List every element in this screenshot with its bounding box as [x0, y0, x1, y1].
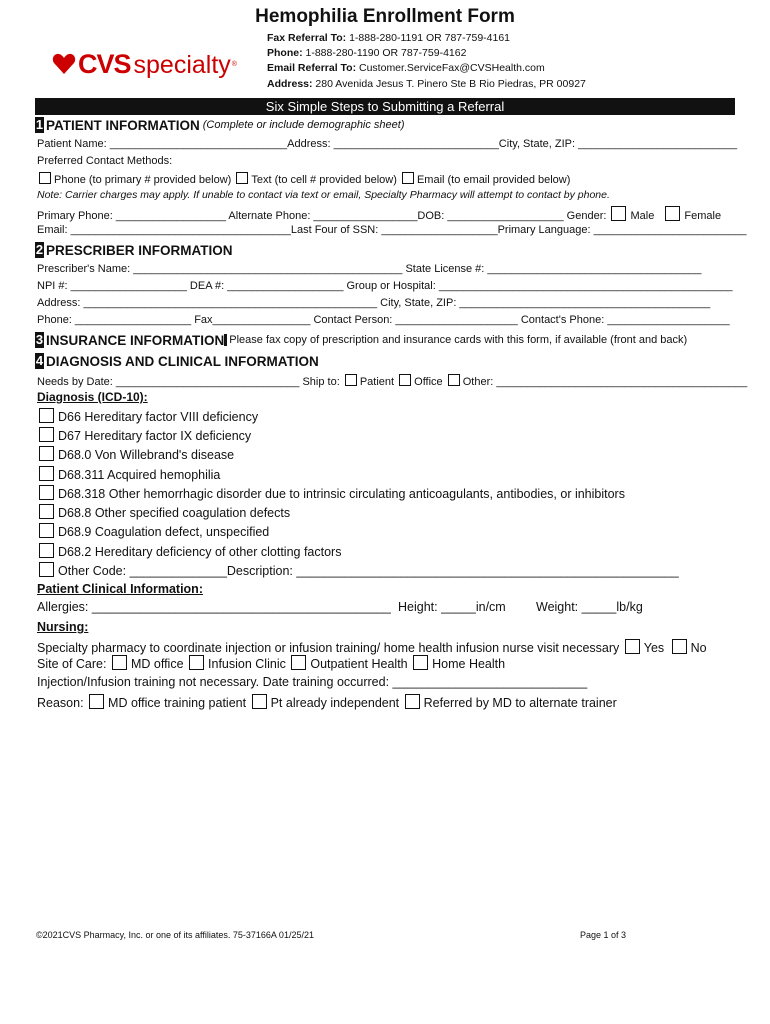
- diagnosis-item[interactable]: D68.0 Von Willebrand's disease: [37, 446, 234, 462]
- phone-checkbox[interactable]: [39, 172, 51, 184]
- npi-dea-line[interactable]: NPI #: ___________________ DEA #: ___________________ Group or Hospital: ________________________________________________: [37, 280, 733, 292]
- diagnosis-item[interactable]: D68.8 Other specified coagulation defects: [37, 504, 290, 520]
- steps-banner: Six Simple Steps to Submitting a Referral: [35, 98, 735, 115]
- ship-other-checkbox[interactable]: [448, 374, 460, 386]
- diagnosis-item[interactable]: D68.9 Coagulation defect, unspecified: [37, 523, 269, 539]
- diagnosis-checkbox[interactable]: [39, 408, 54, 423]
- pt-independent-checkbox[interactable]: [252, 694, 267, 709]
- phone-dob-gender-line: Primary Phone: __________________ Alternate Phone: _________________DOB: ___________________ Gender: Male Female: [37, 206, 721, 222]
- yes-checkbox[interactable]: [625, 639, 640, 654]
- prescriber-address-line[interactable]: Address: ________________________________________________ City, State, ZIP: _________________________________________: [37, 297, 711, 309]
- no-checkbox[interactable]: [672, 639, 687, 654]
- prescriber-phone-line[interactable]: Phone: ___________________ Fax________________ Contact Person: ____________________ Contact's Phone: ____________________: [37, 314, 730, 326]
- preferred-contact-options: Phone (to primary # provided below) Text (to cell # provided below) Email (to email provided below): [37, 172, 570, 186]
- copyright-footer: ©2021CVS Pharmacy, Inc. or one of its affiliates. 75-37166A 01/25/21: [36, 930, 314, 940]
- diagnosis-item[interactable]: D67 Hereditary factor IX deficiency: [37, 427, 251, 443]
- cvs-specialty-logo: [52, 44, 237, 84]
- diagnosis-item[interactable]: D68.2 Hereditary deficiency of other clotting factors: [37, 543, 341, 559]
- diagnosis-checkbox[interactable]: [39, 543, 54, 558]
- phone-line: Phone: 1-888-280-1190 OR 787-759-4162: [267, 47, 467, 59]
- email-referral-line: Email Referral To: Customer.ServiceFax@CVSHealth.com: [267, 62, 545, 74]
- md-training-checkbox[interactable]: [89, 694, 104, 709]
- diagnosis-heading: Diagnosis (ICD-10):: [37, 390, 148, 404]
- heart-icon: [52, 53, 76, 75]
- page-title: Hemophilia Enrollment Form: [255, 6, 515, 27]
- female-checkbox[interactable]: [665, 206, 680, 221]
- diagnosis-checkbox[interactable]: [39, 523, 54, 538]
- patient-name-address-line[interactable]: Patient Name: _____________________________Address: ___________________________City, State, ZIP: __________________________: [37, 138, 738, 150]
- home-health-checkbox[interactable]: [413, 655, 428, 670]
- needs-by-field[interactable]: Needs by Date: ______________________________ Ship to:: [37, 376, 340, 388]
- md-office-checkbox[interactable]: [112, 655, 127, 670]
- section-1-heading: 1 PATIENT INFORMATION (Complete or include demographic sheet): [35, 117, 405, 133]
- other-code-item[interactable]: Other Code: ______________Description: _______________________________________________________: [37, 562, 679, 578]
- infusion-clinic-checkbox[interactable]: [189, 655, 204, 670]
- diagnosis-item[interactable]: D68.311 Acquired hemophilia: [37, 466, 220, 482]
- training-date-field[interactable]: Injection/Infusion training not necessary. Date training occurred: ____________________________: [37, 675, 588, 689]
- logo-trademark: ®: [231, 60, 237, 68]
- fax-referral-line: Fax Referral To: 1-888-280-1191 OR 787-759-4161: [267, 32, 511, 44]
- diagnosis-checkbox[interactable]: [39, 466, 54, 481]
- weight-field[interactable]: Weight: _____lb/kg: [536, 600, 643, 614]
- diagnosis-checkbox[interactable]: [39, 446, 54, 461]
- email-ssn-language-line[interactable]: Email: ____________________________________Last Four of SSN: ___________________Primary Language: _________________________: [37, 224, 747, 236]
- section-3-heading: 3 INSURANCE INFORMATION Please fax copy of prescription and insurance cards with this form, if available (front and back): [35, 332, 688, 348]
- outpatient-health-checkbox[interactable]: [291, 655, 306, 670]
- diagnosis-checkbox[interactable]: [39, 485, 54, 500]
- reason-line: Reason: MD office training patient Pt already independent Referred by MD to alternate trainer: [37, 696, 617, 710]
- needs-by-ship-line: Needs by Date: ______________________________ Ship to: Patient Office Other: _________________________________________: [37, 376, 748, 388]
- ship-patient-checkbox[interactable]: [345, 374, 357, 386]
- section-2-heading: 2 PRESCRIBER INFORMATION: [35, 242, 233, 258]
- referred-checkbox[interactable]: [405, 694, 420, 709]
- prescriber-name-line[interactable]: Prescriber's Name: ____________________________________________ State License #: ___________________________________: [37, 263, 702, 275]
- logo-text: CVS specialty: [78, 48, 231, 79]
- text-checkbox[interactable]: [236, 172, 248, 184]
- ship-office-checkbox[interactable]: [399, 374, 411, 386]
- diagnosis-item[interactable]: D66 Hereditary factor VIII deficiency: [37, 408, 258, 424]
- carrier-note: Note: Carrier charges may apply. If unable to contact via text or email, Specialty Pharmacy will attempt to contact by phone.: [37, 189, 610, 201]
- page-number: Page 1 of 3: [580, 930, 627, 940]
- phone-dob-fields[interactable]: Primary Phone: __________________ Alternate Phone: _________________DOB: ___________________ Gender:: [37, 210, 607, 222]
- email-checkbox[interactable]: [402, 172, 414, 184]
- diagnosis-checkbox[interactable]: [39, 504, 54, 519]
- nursing-question-line: Specialty pharmacy to coordinate injection or infusion training/ home health infusion nurse visit necessary Yes No: [37, 641, 707, 655]
- height-field[interactable]: Height: _____in/cm: [398, 600, 506, 614]
- allergies-field[interactable]: Allergies: ___________________________________________: [37, 600, 391, 614]
- other-code-checkbox[interactable]: [39, 562, 54, 577]
- diagnosis-item[interactable]: D68.318 Other hemorrhagic disorder due to intrinsic circulating anticoagulants, antibodies, or inhibitors: [37, 485, 625, 501]
- preferred-contact-label: Preferred Contact Methods:: [37, 155, 173, 167]
- clinical-info-heading: Patient Clinical Information:: [37, 582, 203, 596]
- diagnosis-checkbox[interactable]: [39, 427, 54, 442]
- section-4-heading: 4 DIAGNOSIS AND CLINICAL INFORMATION: [35, 353, 319, 369]
- site-of-care-line: Site of Care: MD office Infusion Clinic Outpatient Health Home Health: [37, 657, 506, 671]
- nursing-heading: Nursing:: [37, 620, 89, 634]
- male-checkbox[interactable]: [611, 206, 626, 221]
- address-line: Address: 280 Avenida Jesus T. Pinero Ste B Rio Piedras, PR 00927: [267, 78, 586, 90]
